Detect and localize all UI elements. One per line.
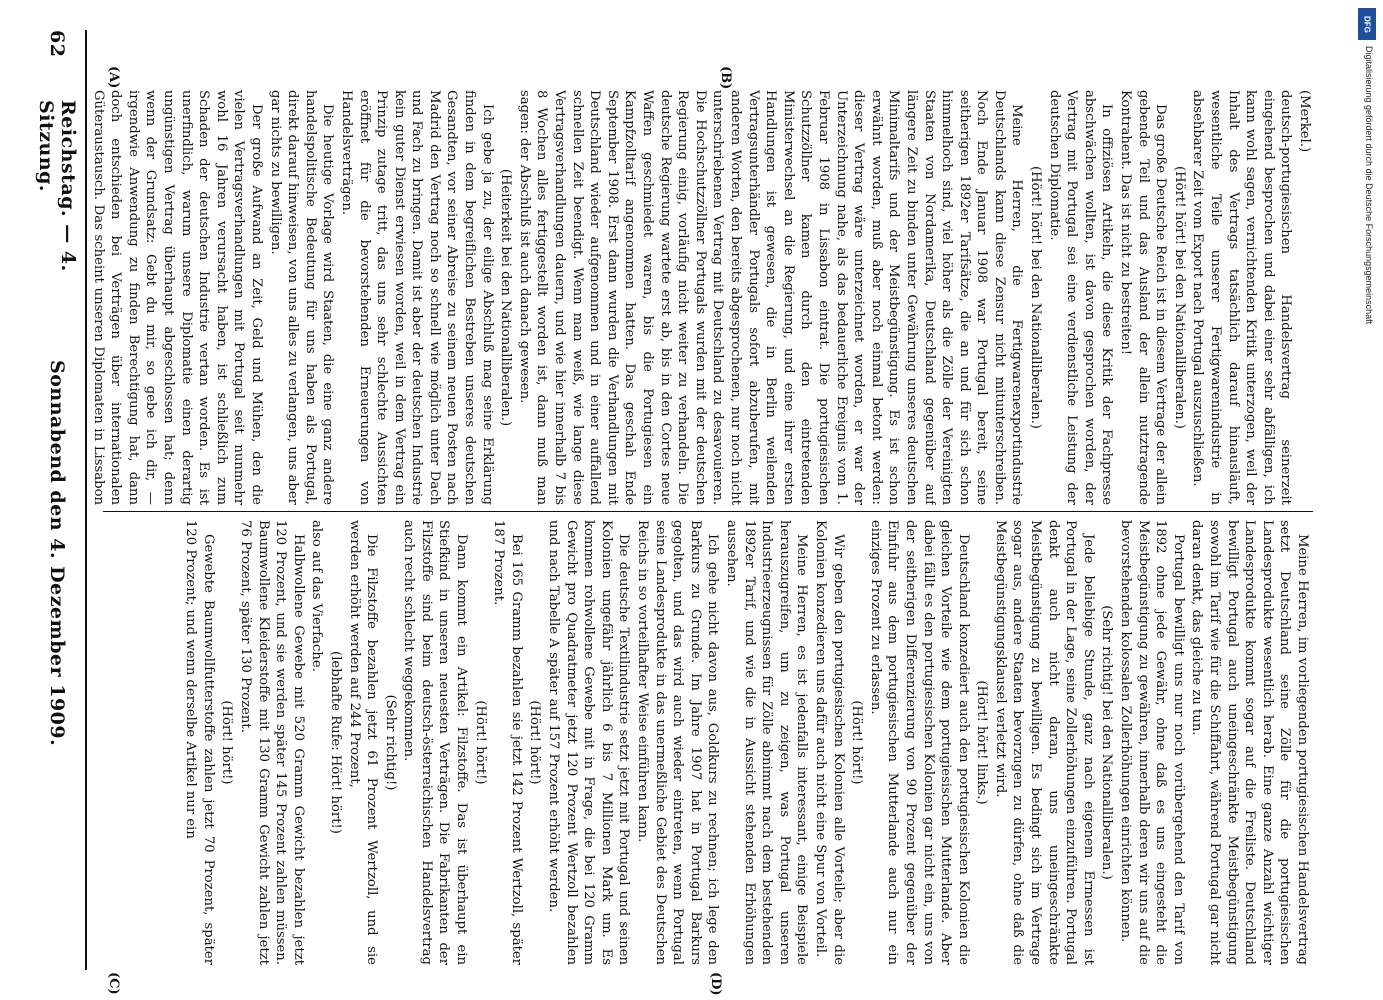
paragraph: Das große Deutsche Reich ist in diesem Vertrage der allein gebende Teil und das Ausland der allein nutztragende Kontrahent. Das ist nicht zu bestreiten! [1118,90,1169,505]
paragraph: Halbwollene Gewebe mit 520 Gramm Gewicht bezahlen jetzt 120 Prozent, und sie werden später 145 Prozent zahlen müssen. Baumwollene Kleiderstoffe mit 130 Gramm Gewicht zahlen jetzt 76 Prozent, später 130 Prozent. [237,520,306,965]
paragraph: deutsch-portugiesischen Handelsvertrag seinerzeit eingehend besprochen und dabei einer sehr abfälligen, ich kann wohl sagen, vernichtenden Kritik unterzogen, weil der Inhalt des Vertrags tatsächlich darauf hinausläuft, wesentliche Teile unserer Fertigwarenindustrie in absehbarer Zeit vom Export nach Portugal auszuschließen. [1190,90,1294,505]
margin-mark-c: (C) [106,972,121,995]
interjection: (Sehr richtig!) [382,694,398,791]
paragraph: Wir geben den portugiesischen Kolonien alle Vorteile; aber die Kolonien konzedieren uns dafür auch nicht eine Spur von Vorteil. [812,520,846,965]
running-head-date: Sonnabend den 4. Dezember 1909. [46,360,68,747]
paragraph: Der große Aufwand an Zeit, Geld und Mühen, den die vielen Vertragsverhandlungen mit Portugal seit nunmehr wohl 16 Jahren verursacht haben, ist schließlich zum Schaden der deutschen Industrie vertan worden. Es ist unerfindlich, warum unsere Diplomatie einen derartig ungünstigen Vertrag überhaupt abgeschlossen hat; denn wenn der Grundsatz: Gebt du mir, so gebe ich dir, — irgendwie Anwendung zu finden Berechtigung hat, dann doch entschieden bei Verträgen über internationalen Güteraustausch. Das scheint unseren Diplomaten in Lissabon [90,90,264,505]
interjection: (Hört! hört!) [219,700,235,785]
left-text-column [88,90,1313,505]
margin-mark-a: (A) [106,66,121,89]
right-text-column [86,520,1311,965]
paragraph: Die heutige Vorlage wird Staaten, die eine ganz andere handelspolitische Bedeutung für uns haben als Portugal, direkt darauf hinweisen, von uns alles zu verlangen, uns aber gar nichts zu bewilligen. [267,90,336,505]
paragraph: Meine Herren, es ist jedenfalls interessant, einige Beispiele herauszugreifen, um zu zeigen, was Portugal unseren Industrieerzeugnissen für Zölle abnimmt nach dem bestehenden 1892er Tarif, und wie die in Aussicht stehenden Erhöhungen aussehen. [724,520,810,965]
margin-mark-b: (B) [718,66,733,90]
digitization-note-text: Digitalisierung gefördert durch die Deutsche Forschungsgemeinschaft [1364,46,1374,325]
interjection: (lebhafte Rufe: Hört! hört!) [327,651,343,834]
paragraph: Meine Herren, die Fertigwarenexportindustrie Deutschlands kann diese Zensur nicht mitunterschreiben. Noch Ende Januar 1908 war Portugal bereit, seine seitherigen 1892er Tarifsätze, die an und für sich schon himmelhoch sind, viel höher als die Zölle der Vereinigten Staaten von Nordamerika, Deutschland gegenüber auf längere Zeit zu binden unter Gewährung unseres deutschen Minimaltarifs und der Meistbegünstigung. Es ist schon erwähnt worden, muß aber noch einmal betont werden: dieser Vertrag wäre unterzeichnet worden, er war der Unterzeichnung nahe, als das bedauerliche Ereignis vom 1. Februar 1908 in Lissabon eintrat. Die portugiesischen Schutzzöllner kamen durch den eintretenden Ministerwechsel an die Regierung, und eine ihrer ersten Handlungen ist gewesen, die in Berlin weilenden Vertragsunterhändler Portugals sofort abzuberufen, mit anderen Worten, den bereits abgesprochenen, nur noch nicht unterschriebenen Vertrag mit Deutschland zu desavouieren. Die Hochschutzzöllner Portugals wurden mit der deutschen Regierung einig, vorläufig nicht weiter zu verhandeln. Die deutsche Regierung wartete erst ab, bis in den Cortes neue Waffen geschmiedet waren, bis die Portugiesen ein Kampfzolltarif angenommen hatten. Das geschah Ende September 1908. Erst dann wurden die Verhandlungen mit Deutschland wieder aufgenommen und in einer auffallend schnellen Zeit beendigt. Wenn man weiß, wie lange diese Vertragsverhandlungen dauern, und wie hier innerhalb 7 bis 8 Wochen alles fertiggestellt worden ist, dann muß man sagen: der Abschluß ist auch danach gewesen. [516,90,1025,505]
running-head-session: Reichstag. — 4. Sitzung. [35,100,79,272]
interjection: (Hört! hört!) [527,700,543,785]
interjection: (Hört! hört! bei den Nationalliberalen.) [1171,166,1187,429]
interjection: (Hört! hört! bei den Nationalliberalen.) [1028,166,1044,429]
paragraph: Gewebte Baumwollfutterstoffe zahlen jetzt 70 Prozent, später 120 Prozent; und wenn derselbe Artikel nur ein [183,520,216,965]
interjection: (Hört! hört!) [472,700,488,785]
paragraph: In offiziösen Artikeln, die diese Kritik der Fachpresse abschwächen wollten, ist davon gesprochen worden, der Vertrag mit Portugal sei eine verdienstliche Leistung der deutschen Diplomatie. [1046,90,1115,505]
paragraph: Dann kommt ein Artikel: Filzstoffe. Das ist überhaupt ein Stiefkind in unseren neuesten Verträgen. Die Fabrikanten der Filzstoffe sind beim deutsch-österreichischen Handelsvertrag auch recht schlecht weggekommen. [401,520,470,965]
page-number: 62 [46,30,68,58]
interjection: (Hört! hört! links.) [974,680,990,805]
paragraph: Portugal bewilligt uns nur noch vorübergehend den Tarif von 1892 ohne jede Gewähr, ohne daß es uns eingesteht die Meistbegünstigung zu gewähren, innerhalb deren wir uns auf die bevorstehenden kolossalen Zollerhöhungen einrichten können. [1118,520,1186,965]
paragraph: Jede beliebige Stunde, ganz nach eigenem Ermessen ist Portugal in der Lage, seine Zollerhöhungen einzuführen. Portugal denkt auch nicht daran, uns uneingeschränkte Meistbegünstigung zu bewilligen. Es bedingt sich im Vertrage sogar aus, andere Staaten bevorzugen zu dürfen, ohne daß die Meistbegünstigungsklausel verletzt wird. [992,520,1096,965]
paragraph: (Merkel.) [1297,90,1312,153]
paragraph: Bei 165 Gramm bezahlen sie jetzt 142 Prozent Wertzoll, später 187 Prozent. [491,520,524,965]
paragraph: Meine Herren, im vorliegenden portugiesischen Handelsvertrag setzt Deutschland seine Zölle für die portugiesischen Landesprodukte wesentlich herab. Eine ganze Anzahl wichtiger Landesprodukte kommt sogar auf die Freiliste. Deutschland bewilligt Portugal auch uneingeschränkte Meistbegünstigung sowohl im Tarif wie für die Schiffahrt, während Portugal gar nicht daran denkt, das gleiche zu tun. [1189,520,1310,965]
column-divider [103,511,1313,512]
paragraph: Ich gebe ja zu, der eilige Abschluß mag seine Erklärung finden in dem begreiflichen Bestreben unseres deutschen Gesandten, vor seiner Abreise zu seinem neuen Posten nach Madrid den Vertrag noch so schnell wie möglich unter Dach und Fach zu bringen. Damit ist aber der deutschen Industrie kein guter Dienst erwiesen worden, weil in dem Vertrag ein Prinzip zutage tritt, das uns sehr schlechte Aussichten eröffnet für die bevorstehenden Erneuerungen von Handelsverträgen. [338,90,495,505]
paragraph: Die Filzstoffe bezahlen jetzt 61 Prozent Wertzoll, und sie werden erhöht werden auf 244 Prozent, [346,520,380,965]
digitization-note [1362,46,1374,946]
paragraph: Ich gehe nicht davon aus, Goldkurs zu rechnen; ich lege den Barkurs zu Grunde. Im Jahre 1907 hat in Portugal Barkurs gegolten, und das wird auch wieder eintreten, wenn Portugal seine Landesprodukte in das unermeßliche Gebiet des Deutschen Reichs in so vorteilhafter Weise einführen kann. [635,520,721,965]
paragraph: Deutschland konzediert auch den portugiesischen Kolonien die gleichen Vorteile wie dem portugiesischen Mutterlande. Aber dabei fällt es den portugiesischen Kolonien gar nicht ein, uns von der seitherigen Differenzierung von 90 Prozent gegenüber der Einfuhr aus dem portugiesischen Mutterlande auch nur ein einziges Prozent zu erlassen. [867,520,971,965]
interjection: (Hört! hört!) [849,700,865,785]
margin-mark-d: (D) [708,972,723,996]
interjection: (Heiterkeit bei den Nationalliberalen.) [498,168,514,427]
page-header [35,30,79,970]
paragraph: also auf das Vierfache. [309,520,325,672]
paragraph: Die deutsche Textilindustrie setzt jetzt mit Portugal und seinen Kolonien ungefähr jährlich 6 bis 7 Millionen Mark um. Es kommen rohwollene Gewebe mit in Frage, die bei 120 Gramm Gewicht pro Quadratmeter jetzt 120 Prozent Wertzoll bezahlen und nach Tabelle A später auf 157 Prozent erhöht werden. [546,520,632,965]
interjection: (Sehr richtig! bei den Nationalliberalen.) [1099,605,1115,880]
dfg-logo: DFG [1358,8,1376,40]
